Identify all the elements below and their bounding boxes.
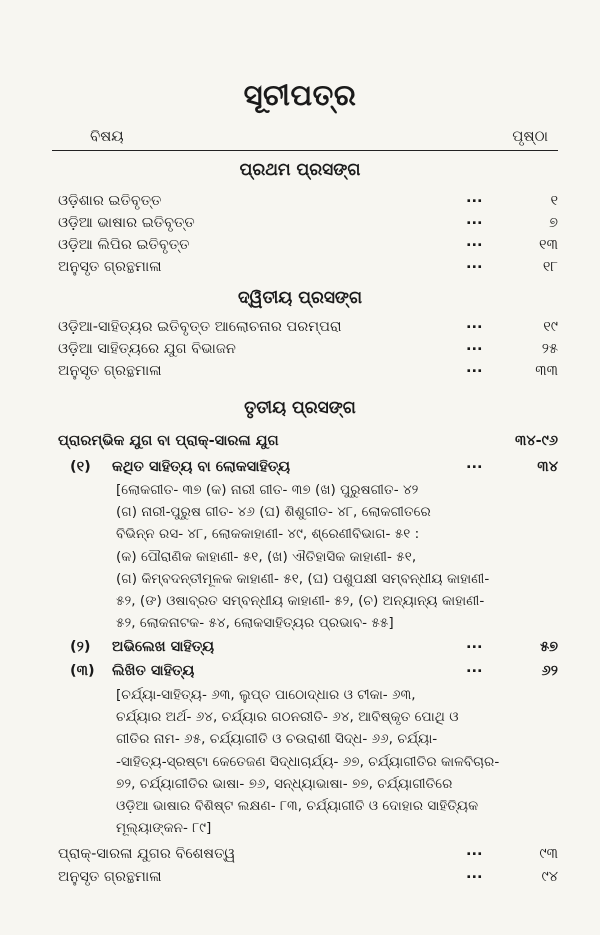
page-title: ସୂଚୀପତ୍ର: [243, 78, 357, 112]
leader-dots: ...: [466, 660, 483, 676]
toc-subentry[interactable]: [70, 456, 558, 478]
subentry-number: (୧): [70, 459, 91, 475]
leader-dots: ...: [466, 866, 483, 882]
subentry-number: (୩): [70, 663, 95, 679]
toc-entry[interactable]: [58, 212, 558, 234]
entry-page: ୩୪: [537, 459, 558, 475]
leader-dots: ...: [466, 360, 483, 376]
entry-page: ୫୭: [540, 639, 558, 655]
section-title-2: ଦ୍ୱିତୀୟ ପ୍ରସଙ୍ଗ: [237, 288, 363, 308]
header-rule: [52, 150, 558, 151]
entry-label: ଅଭିଲେଖ ସାହିତ୍ୟ: [112, 639, 215, 655]
section-title-1: ପ୍ରଥମ ପ୍ରସଙ୍ଗ: [239, 160, 361, 180]
entry-label: ଓଡ଼ିଆ ଲିପିର ଇତିବୃତ୍ତ: [58, 237, 190, 253]
subentry-detail: [ଚର୍ଯ୍ୟା-ସାହିତ୍ୟ- ୬୩, ଲୁପ୍ତ ପାଠୋଦ୍ଧାର ଓ ଟୀକା- ୬୩, ଚର୍ଯ୍ୟାର ଅର୍ଥ- ୬୪, ଚର୍ଯ୍ୟାର ଗଠନରୀତି- ୬୪, ଆବିଷ୍କୃତ ପୋଥି ଓ ଗୀତିର ନାମ- ୬୫, ଚର୍ଯ୍ୟାଗୀତି ଓ ଚଉରାଶୀ ସିଦ୍ଧ- ୬୬, ଚର୍ଯ୍ୟା- -ସାହିତ୍ୟ-ସ୍ରଷ୍ଟା କେତେଜଣ ସିଦ୍ଧାଚାର୍ଯ୍ୟ- ୬୭, ଚର୍ଯ୍ୟାଗୀତିର କାଳବିଚାର- ୭୨, ଚର୍ଯ୍ୟାଗୀତିର ଭାଷା- ୭୬, ସନ୍ଧ୍ୟାଭାଷା- ୭୭, ଚର୍ଯ୍ୟାଗୀତିରେ ଓଡ଼ିଆ ଭାଷାର ବିଶିଷ୍ଟ ଲକ୍ଷଣ- ୮୩, ଚର୍ଯ୍ୟାଗୀତି ଓ ଦୋହାର ସାହିତ୍ୟିକ ମୂଲ୍ୟାଙ୍କନ- ୮୯]: [116, 687, 500, 837]
toc-entry[interactable]: [58, 234, 558, 256]
leader-dots: ...: [466, 338, 483, 354]
entry-label: ଓଡ଼ିଆ ସାହିତ୍ୟରେ ଯୁଗ ବିଭାଜନ: [58, 341, 236, 357]
leader-dots: ...: [466, 843, 483, 859]
entry-page: ୧: [550, 193, 558, 209]
toc-entry[interactable]: [58, 256, 558, 278]
entry-page: ୬୨: [541, 663, 558, 679]
page-column-header: ପୃଷ୍ଠା: [512, 127, 548, 145]
entry-page: ୩୪-୯୬: [514, 433, 558, 449]
entry-page: ୯୩: [539, 846, 558, 862]
subentry-number: (୨): [70, 639, 91, 655]
toc-entry[interactable]: [58, 360, 558, 382]
entry-label: ଓଡ଼ିଆ-ସାହିତ୍ୟର ଇତିବୃତ୍ତ ଆଲୋଚନାର ପରମ୍ପରା: [58, 319, 342, 335]
entry-page: ୯୪: [541, 869, 558, 885]
toc-main-entry[interactable]: [58, 430, 558, 452]
leader-dots: ...: [466, 316, 483, 332]
leader-dots: ...: [466, 456, 483, 472]
entry-label: ଅନୁସୃତ ଗ୍ରନ୍ଥମାଳା: [58, 363, 162, 379]
toc-entry[interactable]: [58, 866, 558, 888]
toc-subentry[interactable]: [70, 636, 558, 658]
entry-label: ଅନୁସୃତ ଗ୍ରନ୍ଥମାଳା: [58, 259, 162, 275]
entry-label: ଓଡ଼ିଆ ଭାଷାର ଇତିବୃତ୍ତ: [58, 215, 195, 231]
entry-page: ୧୩: [539, 237, 558, 253]
entry-page: ୨୫: [541, 341, 558, 357]
entry-label: ଓଡ଼ିଶାର ଇତିବୃତ୍ତ: [58, 193, 162, 209]
subentry-detail: [ଲୋକଗୀତ- ୩୭ (କ) ନାରୀ ଗୀତ- ୩୭ (ଖ) ପୁରୁଷଗୀତ- ୪୨ (ଗ) ନାରୀ-ପୁରୁଷ ଗୀତ- ୪୬ (ଘ) ଶିଶୁଗୀତ- ୪୮, ଲୋକଗୀତରେ ବିଭିନ୍ନ ରସ- ୪୮, ଲୋକକାହାଣୀ- ୪୯, ଶ୍ରେଣୀବିଭାଗ- ୫୧ : (କ) ପୌରାଣିକ କାହାଣୀ- ୫୧, (ଖ) ଐତିହାସିକ କାହାଣୀ- ୫୧, (ଗ) କିମ୍ବଦନ୍ତୀମୂଳକ କାହାଣୀ- ୫୧, (ଘ) ପଶୁପକ୍ଷୀ ସମ୍ବନ୍ଧୀୟ କାହାଣୀ- ୫୨, (ଙ) ଓଷାବ୍ରତ ସମ୍ବନ୍ଧୀୟ କାହାଣୀ- ୫୨, (ଚ) ଅନ୍ୟାନ୍ୟ କାହାଣୀ- ୫୨, ଲୋକନାଟକ- ୫୪, ଲୋକସାହିତ୍ୟର ପ୍ରଭାବ- ୫୫]: [116, 482, 490, 632]
entry-page: ୧୯: [543, 319, 558, 335]
entry-page: ୭: [549, 215, 558, 231]
section-title-3: ତୃତୀୟ ପ୍ରସଙ୍ଗ: [244, 398, 356, 418]
entry-label: ପ୍ରାରମ୍ଭିକ ଯୁଗ ବା ପ୍ରାକ୍-ସାରଳା ଯୁଗ: [58, 433, 279, 449]
leader-dots: ...: [466, 190, 483, 206]
entry-label: ଲିଖିତ ସାହିତ୍ୟ: [112, 663, 195, 679]
subject-column-header: ବିଷୟ: [90, 127, 124, 145]
leader-dots: ...: [466, 256, 483, 272]
leader-dots: ...: [466, 234, 483, 250]
leader-dots: ...: [466, 636, 483, 652]
entry-label: ପ୍ରାକ୍-ସାରଳା ଯୁଗର ବିଶେଷତ୍ୱ: [58, 846, 236, 862]
toc-entry[interactable]: [58, 190, 558, 212]
toc-entry[interactable]: [58, 843, 558, 865]
entry-page: ୩୩: [535, 363, 558, 379]
leader-dots: ...: [466, 212, 483, 228]
toc-entry[interactable]: [58, 338, 558, 360]
entry-label: ଅନୁସୃତ ଗ୍ରନ୍ଥମାଳା: [58, 869, 162, 885]
toc-entry[interactable]: [58, 316, 558, 338]
entry-label: କଥିତ ସାହିତ୍ୟ ବା ଲୋକସାହିତ୍ୟ: [112, 459, 291, 475]
entry-page: ୧୮: [542, 259, 558, 275]
toc-subentry[interactable]: [70, 660, 558, 682]
